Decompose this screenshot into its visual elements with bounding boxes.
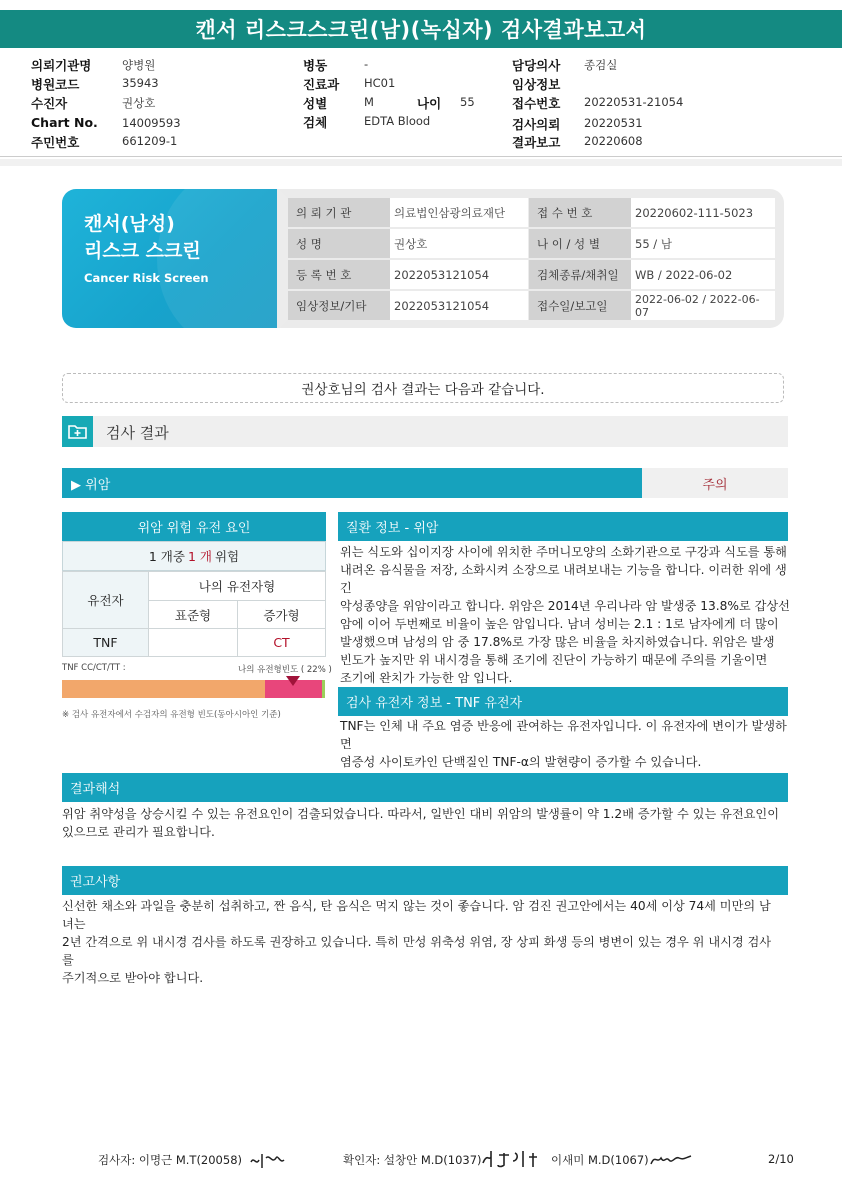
card-info-label-text: 성 명 <box>296 236 322 251</box>
gene-info-title: 검사 유전자 정보 - TNF 유전자 <box>338 687 788 716</box>
card-info-label-text: 의 뢰 기 관 <box>296 205 352 220</box>
header-value: HC01 <box>364 76 396 90</box>
text-line: 위는 식도와 십이지장 사이에 위치한 주머니모양의 소화기관으로 구강과 식도를 통해 <box>340 545 787 559</box>
gene-column-header: 유전자 <box>62 571 149 629</box>
risk-status-badge: 주의 <box>702 477 728 493</box>
text-line: 내려온 음식물을 저장, 소화시켜 소장으로 내려보내는 기능을 합니다. 이러한 위에 생긴 <box>340 563 787 595</box>
recommendation-text <box>62 897 782 987</box>
header-value: 종검실 <box>584 58 618 72</box>
header-label: 주민번호 <box>31 135 80 150</box>
card-brand-panel <box>62 189 277 328</box>
cancer-name: ▶ 위암 <box>62 468 642 498</box>
text-line: 염증성 사이토카인 단백질인 TNF-α의 발현량이 증가할 수 있습니다. <box>340 755 702 769</box>
card-info-value: 권상호 <box>390 229 528 258</box>
gene-count-suffix: 위험 <box>214 549 240 564</box>
gene-info-text <box>340 717 790 771</box>
card-info-value: 2022-06-02 / 2022-06-07 <box>631 291 775 320</box>
card-info-label-text: 나 이 / 성 별 <box>537 236 600 251</box>
text-line: 2년 간격으로 위 내시경 검사를 하도록 권장하고 있습니다. 특히 만성 위축성 위염, 장 상피 화생 등의 병변이 있는 경우 위 내시경 검사를 <box>62 935 772 967</box>
header-label: 수진자 <box>31 96 68 111</box>
header-label: 담당의사 <box>512 58 561 73</box>
card-info-label <box>288 229 390 258</box>
card-info-value: WB / 2022-06-02 <box>631 260 775 289</box>
card-info-label-text: 접수일/보고일 <box>537 298 608 313</box>
text-line: 암에 이어 두번째로 비율이 높은 암입니다. 남녀 성비는 2.1 : 1로 남자에게 더 많이 <box>340 617 779 631</box>
card-info-value: 의료법인삼광의료재단 <box>390 198 528 227</box>
confirmer-signature <box>479 1147 545 1171</box>
result-greeting: 권상호님의 검사 결과는 다음과 같습니다. <box>62 373 784 403</box>
gene-count-prefix: 1 개중 <box>148 549 185 564</box>
header-value: 661209-1 <box>122 134 178 148</box>
header-value: 권상호 <box>122 96 156 110</box>
disease-info-text <box>340 543 790 687</box>
card-info-label <box>288 291 390 320</box>
card-info-label-text: 등 록 번 호 <box>296 267 352 282</box>
page-number: 2/10 <box>768 1152 794 1166</box>
gene-table-title: 위암 위험 유전 요인 <box>62 512 326 541</box>
text-line: 빈도가 높지만 위 내시경을 통해 조기에 진단이 가능하기 때문에 주의를 기울이면 <box>340 653 768 667</box>
header-value-age: 55 <box>460 95 475 109</box>
header-label: 병원코드 <box>31 77 80 92</box>
header-value: - <box>364 57 369 71</box>
text-line: 발생했으며 남성의 암 중 17.8%로 가장 많은 비율을 차지하였습니다. 위암은 발생 <box>340 635 775 649</box>
frequency-note: ※ 검사 유전자에서 수검자의 유전형 빈도(동아시아인 기준) <box>62 710 281 720</box>
card-info-value: 2022053121054 <box>390 260 528 289</box>
section-header <box>62 416 788 447</box>
header-divider <box>0 156 842 157</box>
card-info-label-text: 검체종류/채취일 <box>537 267 619 282</box>
card-info-value: 20220602-111-5023 <box>631 198 775 227</box>
card-info-value: 55 / 남 <box>631 229 775 258</box>
header-value: 20220531 <box>584 116 643 130</box>
header-label-age: 나이 <box>417 96 442 111</box>
text-line: TNF는 인체 내 주요 염증 반응에 관여하는 유전자입니다. 이 유전자에 변이가 발생하면 <box>340 719 787 751</box>
card-info-label <box>529 229 631 258</box>
standard-type-value <box>148 628 238 657</box>
header-label: 임상정보 <box>512 77 561 92</box>
test-summary-card <box>62 189 784 328</box>
text-line: 신선한 채소와 과일을 충분히 섭취하고, 짠 음식, 탄 음식은 먹지 않는 것이 좋습니다. 암 검진 권고안에서는 40세 이상 74세 미만의 남녀는 <box>62 899 771 931</box>
card-title-line1: 캔서(남성) <box>84 213 175 235</box>
header-value: 20220608 <box>584 134 643 148</box>
card-info-value: 2022053121054 <box>390 291 528 320</box>
header-divider-band <box>0 159 842 166</box>
header-value: EDTA Blood <box>364 114 431 128</box>
frequency-segment-tt <box>322 680 325 698</box>
disease-info-title: 질환 정보 - 위암 <box>338 512 788 541</box>
header-value: 20220531-21054 <box>584 95 684 109</box>
examiner-signature <box>248 1150 292 1172</box>
header-label: 진료과 <box>303 77 340 92</box>
cancer-result-bar <box>62 468 788 498</box>
header-value: 14009593 <box>122 116 181 130</box>
card-info-label-text: 접 수 번 호 <box>537 205 593 220</box>
text-line: 위암 취약성을 상승시킬 수 있는 유전요인이 검출되었습니다. 따라서, 일반인 대비 위암의 발생률이 약 1.2배 증가할 수 있는 유전요인이 <box>62 807 779 821</box>
interpretation-title: 결과해석 <box>62 773 788 802</box>
report-title: 캔서 리스크스크린(남)(녹십자) 검사결과보고서 <box>0 10 842 48</box>
text-line: 있으므로 관리가 필요합니다. <box>62 825 215 839</box>
gene-risk-count <box>62 541 326 571</box>
confirmer2-name: 이새미 M.D(1067) <box>551 1153 649 1167</box>
card-info-label <box>288 260 390 289</box>
header-label: 의뢰기관명 <box>31 58 92 73</box>
header-label: 결과보고 <box>512 135 561 150</box>
header-value: 양병원 <box>122 58 156 72</box>
card-title-line2: 리스크 스크린 <box>84 240 201 262</box>
frequency-label: TNF CC/CT/TT : <box>62 663 126 673</box>
header-value: 35943 <box>122 76 159 90</box>
text-line: 조기에 완치가 가능한 암 입니다. <box>340 671 513 685</box>
card-info-label-text: 임상정보/기타 <box>296 298 367 313</box>
section-title: 검사 결과 <box>106 424 169 442</box>
card-info-label <box>529 260 631 289</box>
header-label: 성별 <box>303 96 328 111</box>
gene-count-value: 1 개 <box>187 549 212 564</box>
header-label: 검사의뢰 <box>512 117 561 132</box>
card-subtitle: Cancer Risk Screen <box>84 271 209 285</box>
frequency-segment-cc <box>62 680 265 698</box>
confirmer-name: 확인자: 설창안 M.D(1037) <box>343 1153 482 1167</box>
increased-type-header: 증가형 <box>237 600 326 629</box>
my-genotype-marker <box>286 676 300 686</box>
card-info-label <box>288 198 390 227</box>
recommendation-title: 권고사항 <box>62 866 788 895</box>
header-label: 검체 <box>303 115 328 130</box>
interpretation-text <box>62 805 782 841</box>
header-value: M <box>364 95 374 109</box>
my-genotype-header: 나의 유전자형 <box>148 571 326 601</box>
text-line: 악성종양을 위암이라고 합니다. 위암은 2014년 우리나라 암 발생중 13.8%로 갑상선 <box>340 599 790 613</box>
report-header <box>0 52 842 152</box>
header-label: 병동 <box>303 58 328 73</box>
header-label: 접수번호 <box>512 96 561 111</box>
examiner-name: 검사자: 이명근 M.T(20058) <box>98 1153 242 1167</box>
standard-type-header: 표준형 <box>148 600 238 629</box>
folder-plus-icon <box>62 416 93 447</box>
header-label: Chart No. <box>31 115 98 130</box>
gene-name: TNF <box>62 628 149 657</box>
card-info-label <box>529 291 631 320</box>
my-frequency-label: 나의 유전형빈도 ( 22% ) <box>238 665 332 675</box>
card-info-label <box>529 198 631 227</box>
confirmer2-signature <box>649 1152 693 1168</box>
text-line: 주기적으로 받아야 합니다. <box>62 971 204 985</box>
increased-type-value: CT <box>237 628 326 657</box>
